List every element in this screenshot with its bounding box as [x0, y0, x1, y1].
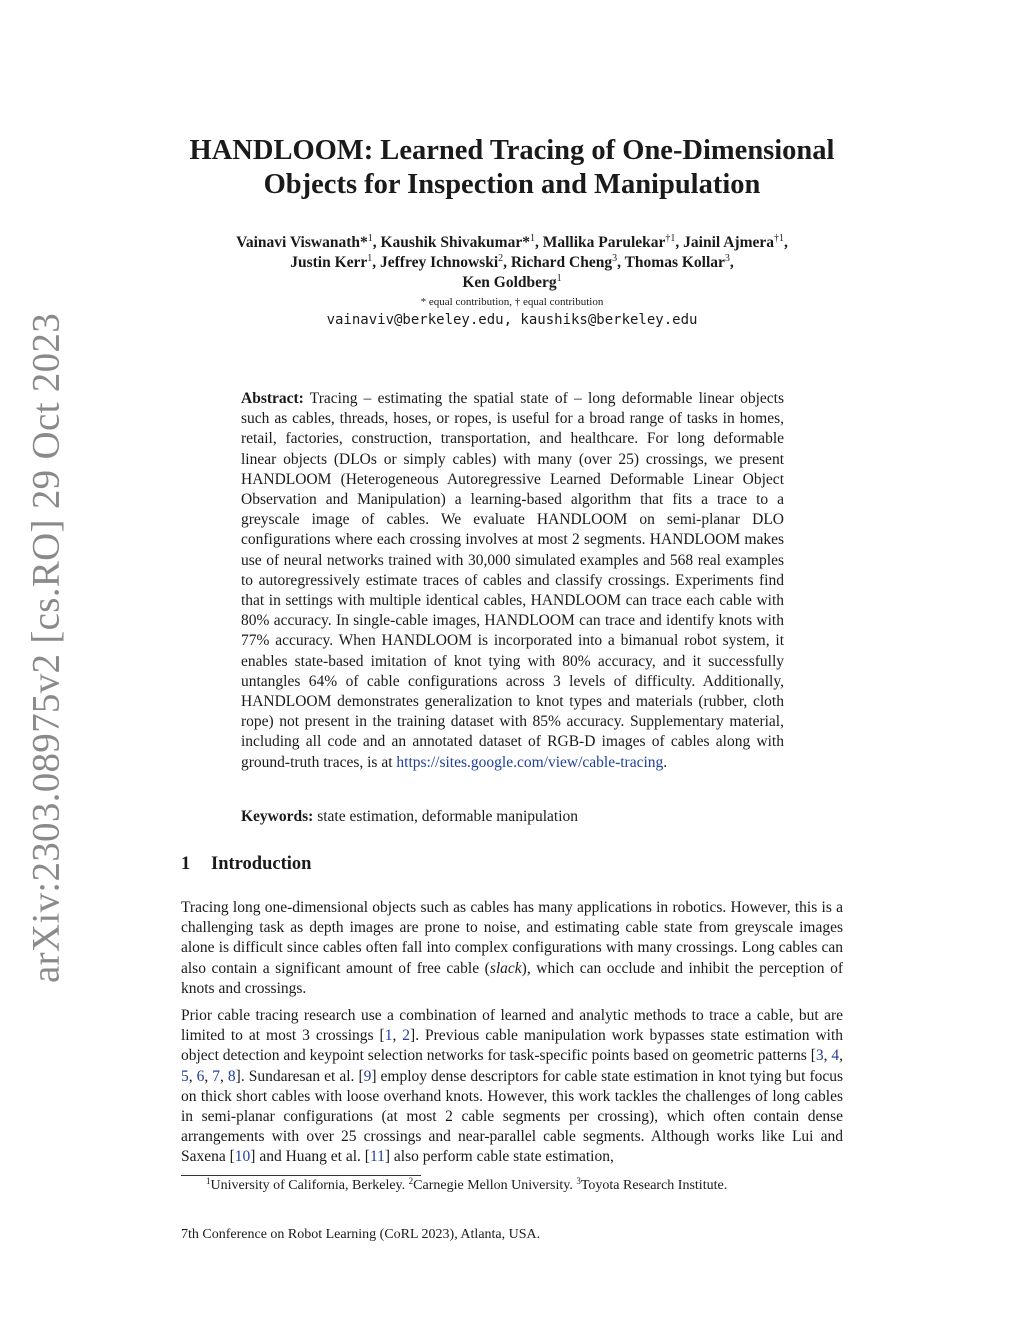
author-affiliation: 3 — [724, 253, 730, 264]
paper-title — [120, 134, 904, 202]
intro-p2-text-c: ]. Sundaresan et al. [ — [235, 1067, 364, 1085]
footnote-marker: 1 — [206, 1176, 211, 1186]
author-affiliation: 1 — [529, 233, 535, 244]
author-affiliation: 2 — [498, 253, 504, 264]
abstract — [241, 389, 784, 773]
citation-link[interactable]: 9 — [363, 1067, 372, 1085]
title-line-1: HANDLOOM: Learned Tracing of One-Dimensional — [189, 135, 835, 166]
citation-link[interactable]: 2 — [402, 1027, 411, 1045]
footnote-divider — [181, 1175, 421, 1176]
arxiv-identifier: arXiv:2303.08975v2 [cs.RO] 29 Oct 2023 — [24, 313, 68, 983]
author-line-1: Vainavi Viswanath*$^1$, Kaushik Shivakumar*$^1$, Mallika Parulekar$^{\dagger 1}$, Jainil Ajmera$^{\dagger 1}$, — [236, 233, 788, 251]
keywords-text: state estimation, deformable manipulation — [317, 808, 579, 825]
author-name: Kaushik Shivakumar* — [380, 234, 530, 251]
intro-p2-text-d: ] employ dense descriptors for cable state estimation in knot tying but focus on thick short cables with loose overhand knots. However, this work tackles the challenges of long cables in semi-planar configurations (at most 2 cable segments per crossing), which often contain dense arrangements with over 25 crossings and near-parallel cable segments. Although works like Lui and Saxena [ — [181, 1067, 844, 1166]
intro-p2-text-f: ] also perform cable state estimation, — [384, 1148, 614, 1166]
author-affiliation: 3 — [612, 253, 618, 264]
intro-p2-text-b: ]. Previous cable manipulation work bypasses state estimation with object detection and keypoint selection networks for task-specific points based on geometric patterns [ — [181, 1027, 843, 1065]
section-heading-introduction — [181, 854, 311, 875]
author-list — [150, 233, 874, 293]
intro-p2-text-a: Prior cable tracing research use a combination of learned and analytic methods to trace a cable, but are limited to at most 3 crossings [ — [181, 1007, 843, 1045]
contribution-note: * equal contribution, † equal contribution — [420, 296, 604, 308]
keywords-label: Keywords: — [241, 808, 314, 825]
author-affiliation: 1 — [367, 233, 373, 244]
citation-link[interactable]: 4 — [831, 1047, 840, 1065]
citation-link[interactable]: 6 — [196, 1067, 205, 1085]
author-name: Jeffrey Ichnowski — [380, 254, 499, 271]
author-name: Mallika Parulekar — [542, 234, 666, 251]
intro-paragraph-1 — [181, 898, 843, 999]
conference-note: 7th Conference on Robot Learning (CoRL 2023), Atlanta, USA. — [181, 1227, 541, 1242]
intro-p2-text-e: ] and Huang et al. [ — [250, 1148, 370, 1166]
author-affiliation: †1 — [774, 233, 785, 244]
author-affiliation: †1 — [665, 233, 676, 244]
intro-p1-text-b: ), which can occlude and inhibit the perception of knots and crossings. — [181, 959, 843, 997]
author-emails[interactable]: vainaviv@berkeley.edu, kaushiks@berkeley.edu — [326, 312, 698, 328]
abstract-end: . — [663, 753, 668, 771]
abstract-label: Abstract: — [241, 390, 304, 407]
abstract-text: Tracing – estimating the spatial state of – long deformable linear objects such as cables, threads, hoses, or ropes, is useful for a broad range of tasks in homes, retail, factories, construction, transportation, and healthcare. For long deformable linear objects (DLOs or simply cables) with many (over 25) crossings, we present HANDLOOM (Heterogeneous Autoregressive Learned Deformable Linear Object Observation and Manipulation) a learning-based algorithm that fits a trace to a greyscale image of cables. We evaluate HANDLOOM on semi-planar DLO configurations where each crossing involves at most 2 segments. HANDLOOM makes use of neural networks trained with 30,000 simulated examples and 568 real examples to autoregressively estimate traces of cables and classify crossings. Experiments find that in settings with multiple identical cables, HANDLOOM can trace each cable with 80% accuracy. In single-cable images, HANDLOOM can trace and identify knots with 77% accuracy. When HANDLOOM is incorporated into a bimanual robot system, it enables state-based imitation of knot tying with 80% accuracy, and it successfully untangles 64% of cable configurations across 3 levels of difficulty. Additionally, HANDLOOM demonstrates generalization to knot types and materials (rubber, cloth rope) not present in the training dataset with 85% accuracy. Supplementary material, including all code and an annotated dataset of RGB-D images of cables along with ground-truth traces, is at — [241, 390, 784, 771]
author-line-3 — [150, 273, 874, 293]
footnote-affiliation: University of California, Berkeley. — [210, 1178, 406, 1193]
section-title: Introduction — [211, 854, 312, 874]
citation-link[interactable]: 8 — [227, 1067, 236, 1085]
author-name: Richard Cheng — [510, 254, 613, 271]
author-name: Thomas Kollar — [624, 254, 725, 271]
supplementary-link[interactable]: https://sites.google.com/view/cable-tracing — [396, 753, 664, 771]
citation-link[interactable]: 11 — [369, 1148, 385, 1166]
author-name: Ken Goldberg — [462, 274, 557, 291]
author-line-2: Justin Kerr$^1$, Jeffrey Ichnowski$^2$, Richard Cheng$^3$, Thomas Kollar$^3$, — [290, 253, 734, 271]
footnote-marker: 2 — [408, 1176, 414, 1186]
citation-link[interactable]: 10 — [234, 1148, 251, 1166]
title-line-2: Objects for Inspection and Manipulation — [263, 169, 761, 200]
footnote-affiliation: Carnegie Mellon University. — [413, 1178, 573, 1193]
author-affiliation: 1 — [367, 253, 373, 264]
author-name: Justin Kerr — [290, 254, 368, 271]
citation-link[interactable]: 5 — [181, 1067, 189, 1085]
keywords — [241, 807, 784, 827]
footnote-affiliation: Toyota Research Institute. — [580, 1178, 728, 1193]
intro-p1-text-a: Tracing long one-dimensional objects such as cables has many applications in robotics. However, this is a challenging task as depth images are prone to noise, and estimating cable state from greyscale images alone is difficult since cables often fall into complex configurations with many crossings. Long cables can also contain a significant amount of free cable ( — [181, 899, 843, 977]
author-affiliation: 1 — [556, 273, 562, 284]
intro-p1-slack: slack — [489, 959, 522, 977]
citation-link[interactable]: 1 — [384, 1027, 393, 1045]
author-name: Jainil Ajmera — [683, 234, 775, 251]
footnote-marker: 3 — [576, 1176, 581, 1186]
intro-paragraph-2: Prior cable tracing research use a combination of learned and analytic methods to trace a cable, but are limited to at most 3 crossings [1, 2]. Previous cable manipulation work bypasses state estimation with object detection and keypoint selection networks for task-specific points based on geometric patterns [3, 4, 5, 6, 7, 8]. Sundaresan et al. [9] employ dense descriptors for cable state estimation in knot tying but focus on thick short cables with loose overhand knots. However, this work tackles the challenges of long cables in semi-planar configurations (at most 2 cable segments per crossing), which often contain dense arrangements with over 25 crossings and near-parallel cable segments. Although works like Lui and Saxena [10] and Huang et al. [11] also perform cable state estimation, — [181, 1007, 844, 1166]
citation-link[interactable]: 7 — [212, 1067, 221, 1085]
section-number: 1 — [181, 854, 191, 874]
author-name: Vainavi Viswanath* — [236, 234, 368, 251]
citation-link[interactable]: 3 — [815, 1047, 824, 1065]
affiliation-footnote — [206, 1178, 727, 1194]
